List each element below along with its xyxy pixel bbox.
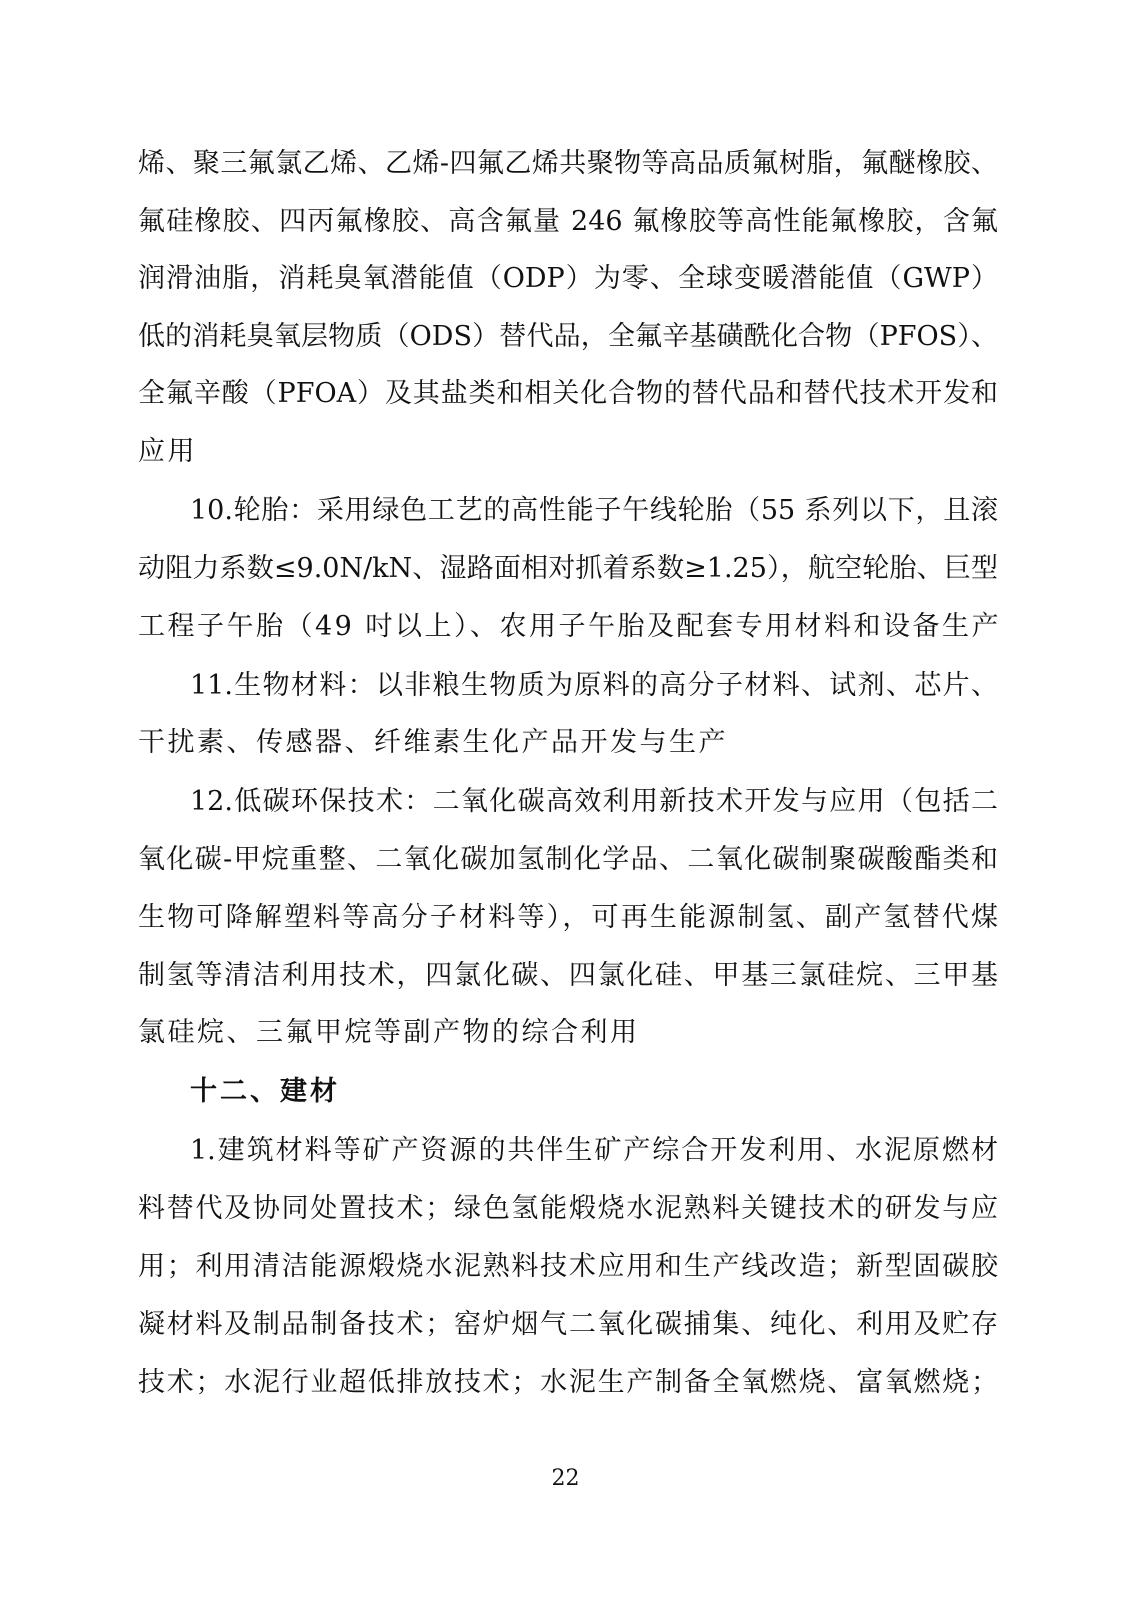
text-line: 用；利用清洁能源煅烧水泥熟料技术应用和生产线改造；新型固碳胶 — [138, 1251, 998, 1282]
section-heading: 十二、建材 — [190, 1076, 340, 1107]
page-number: 22 — [551, 1466, 580, 1491]
text-line: 凝材料及制品制备技术；窑炉烟气二氧化碳捕集、纯化、利用及贮存 — [138, 1309, 998, 1340]
text-line: 氯硅烷、三氟甲烷等副产物的综合利用 — [138, 1017, 640, 1048]
text-line: 12.低碳环保技术：二氧化碳高效利用新技术开发与应用（包括二 — [190, 786, 998, 817]
text-line: 应用 — [138, 436, 197, 467]
text-line: 制氢等清洁利用技术，四氯化碳、四氯化硅、甲基三氯硅烷、三甲基 — [138, 960, 998, 991]
text-line: 低的消耗臭氧层物质（ODS）替代品，全氟辛基磺酰化合物（PFOS）、 — [138, 321, 998, 352]
text-line: 技术；水泥行业超低排放技术；水泥生产制备全氧燃烧、富氧燃烧； — [138, 1367, 998, 1398]
text-line: 动阻力系数≤9.0N/kN、湿路面相对抓着系数≥1.25），航空轮胎、巨型 — [138, 553, 998, 584]
text-line: 氟硅橡胶、四丙氟橡胶、高含氟量 246 氟橡胶等高性能氟橡胶，含氟 — [138, 206, 998, 237]
text-line: 氧化碳-甲烷重整、二氧化碳加氢制化学品、二氧化碳制聚碳酸酯类和 — [138, 844, 998, 875]
text-line: 工程子午胎（49 吋以上）、农用子午胎及配套专用材料和设备生产 — [138, 611, 1001, 642]
text-line: 料替代及协同处置技术；绿色氢能煅烧水泥熟料关键技术的研发与应 — [138, 1193, 998, 1224]
text-line: 11.生物材料：以非粮生物质为原料的高分子材料、试剂、芯片、 — [190, 670, 998, 701]
text-line: 生物可降解塑料等高分子材料等），可再生能源制氢、副产氢替代煤 — [138, 902, 998, 933]
text-line: 1.建筑材料等矿产资源的共伴生矿产综合开发利用、水泥原燃材 — [190, 1135, 998, 1166]
text-line: 全氟辛酸（PFOA）及其盐类和相关化合物的替代品和替代技术开发和 — [138, 378, 998, 409]
text-line: 润滑油脂，消耗臭氧潜能值（ODP）为零、全球变暖潜能值（GWP） — [138, 263, 998, 294]
text-line: 干扰素、传感器、纤维素生化产品开发与生产 — [138, 727, 728, 758]
text-line: 烯、聚三氟氯乙烯、乙烯-四氟乙烯共聚物等高品质氟树脂，氟醚橡胶、 — [138, 148, 998, 179]
text-line: 10.轮胎：采用绿色工艺的高性能子午线轮胎（55 系列以下，且滚 — [190, 495, 998, 526]
